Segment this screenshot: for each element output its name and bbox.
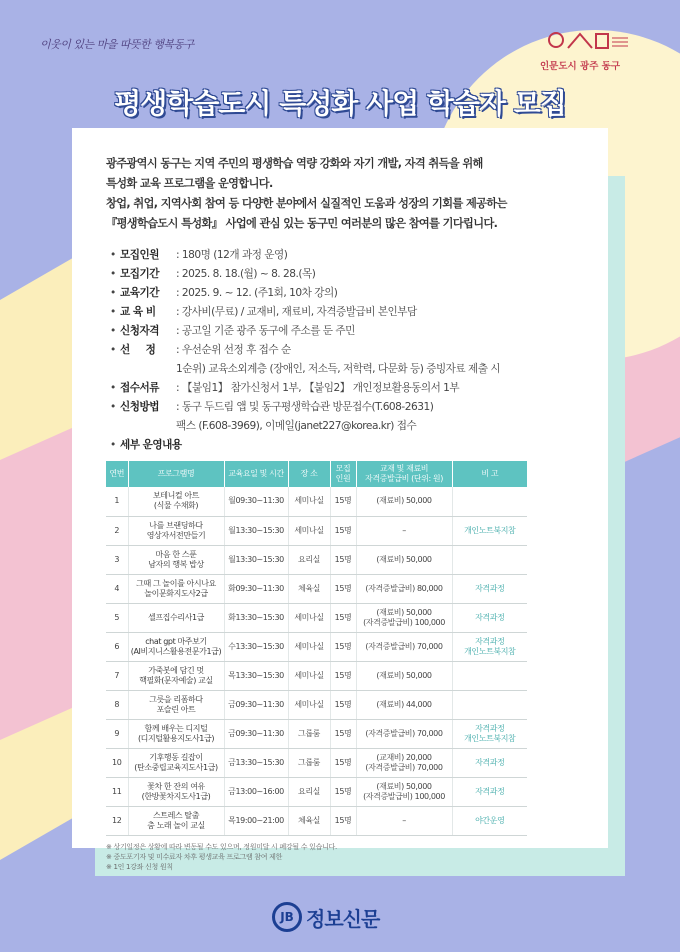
footer-name: 정보신문 [306,906,380,931]
table-row [106,574,527,603]
table-row [106,603,527,632]
cell-no: 3 [106,545,128,574]
cell-note [452,661,527,690]
cell-note: 개인노트북지참 [452,516,527,545]
footnotes [106,842,564,872]
program-table [106,461,527,836]
cell-place: 세미나실 [288,603,330,632]
info-label: 모집기간 [120,268,159,280]
info-selection [110,341,564,360]
table-row [106,661,527,690]
cell-cost: (자격증발급비) 70,000 [356,719,452,748]
cell-count: 15명 [330,574,356,603]
cell-count: 15명 [330,748,356,777]
bullet: • [110,382,116,394]
cell-time: 수13:30~15:30 [224,632,288,661]
cell-no: 4 [106,574,128,603]
detail-title: 세부 운영내용 [120,439,182,451]
cell-place: 세미나실 [288,632,330,661]
info-recruit-period [110,265,564,284]
cell-cost: (재료비) 50,000 (자격증발급비) 100,000 [356,603,452,632]
table-row [106,719,527,748]
footer-logo [272,902,379,932]
cell-cost: (자격증발급비) 70,000 [356,632,452,661]
info-value: : 우선순위 선정 후 접수 순 [176,344,291,356]
cell-place: 체육실 [288,806,330,835]
cell-place: 세미나실 [288,487,330,516]
intro-line: 특성화 교육 프로그램을 운영합니다. [106,177,273,190]
cell-cost: (재료비) 50,000 [356,661,452,690]
cell-program: 셀프집수리사1급 [128,603,224,632]
cell-time: 화13:30~15:30 [224,603,288,632]
info-list [110,246,564,455]
table-row [106,748,527,777]
col-header-place: 장 소 [288,461,330,487]
cell-no: 6 [106,632,128,661]
info-education-period [110,284,564,303]
info-label: 모집인원 [120,249,159,261]
cell-program: 가죽봇에 담긴 멋 핵필화(문자예술) 교실 [128,661,224,690]
intro-line: 광주광역시 동구는 지역 주민의 평생학습 역량 강화와 자기 개발, 자격 취득을 위해 [106,157,483,170]
cell-program: chat gpt 마주보기 (AI비지니스활용전문가1급) [128,632,224,661]
info-recruit-count [110,246,564,265]
cell-program: 나를 브랜딩하다 영상자서전만들기 [128,516,224,545]
cell-place: 그룹룸 [288,719,330,748]
cell-count: 15명 [330,777,356,806]
info-detail-heading [110,436,564,455]
cell-cost: (교재비) 20,000 (자격증발급비) 70,000 [356,748,452,777]
cell-note: 야간운영 [452,806,527,835]
intro-text [106,154,564,234]
cell-program: 기후행동 길잡이 (탄소중립교육지도사1급) [128,748,224,777]
cell-place: 세미나실 [288,516,330,545]
cell-program: 그릇을 리폼하다 포슬린 아트 [128,690,224,719]
cell-program: 보테니컬 아트 (식물 수채화) [128,487,224,516]
footnote: ※ 1인 1강좌 신청 원칙 [106,862,173,871]
col-header-time: 교육요일 및 시간 [224,461,288,487]
cell-note: 자격과정 [452,603,527,632]
info-value: : 2025. 8. 18.(월) ~ 8. 28.(목) [176,268,316,280]
cell-count: 15명 [330,661,356,690]
intro-line: 『평생학습도시 특성화』 사업에 관심 있는 동구민 여러분의 많은 참여를 기다립니다. [106,217,498,230]
info-application-method [110,398,564,417]
cell-cost: (재료비) 50,000 [356,545,452,574]
col-header-count: 모집 인원 [330,461,356,487]
footnote: ※ 중도포기자 및 미수료자 차후 평생교육 프로그램 참여 제한 [106,852,283,861]
table-header-row [106,461,527,487]
cell-time: 월13:30~15:30 [224,545,288,574]
cell-count: 15명 [330,487,356,516]
table-row [106,690,527,719]
bullet: • [110,268,116,280]
info-value: : 공고일 기준 광주 동구에 주소를 둔 주민 [176,325,355,337]
logo-text: 인문도시 광주 동구 [540,61,621,72]
cell-count: 15명 [330,603,356,632]
cell-time: 월13:30~15:30 [224,516,288,545]
col-header-program: 프로그램명 [128,461,224,487]
jb-logo-icon: JB [272,902,302,932]
cell-note: 자격과정 [452,574,527,603]
notice-paper [72,128,608,871]
info-label: 선 정 [120,344,156,356]
cell-place: 그룹룸 [288,748,330,777]
cell-time: 목19:00~21:00 [224,806,288,835]
cell-count: 15명 [330,806,356,835]
table-row [106,777,527,806]
cell-program: 마음 한 스푼 남자의 행복 밥상 [128,545,224,574]
page-title: 평생학습도시 특성화 사업 학습자 모집 [114,87,566,120]
cell-cost: (재료비) 50,000 (자격증발급비) 100,000 [356,777,452,806]
footnote: ※ 상기일정은 상황에 따라 변동될 수도 있으며, 정원미달 시 폐강될 수 있습니다. [106,842,337,851]
cell-no: 11 [106,777,128,806]
cell-place: 요리실 [288,777,330,806]
info-label: 교육기간 [120,287,159,299]
bullet: • [110,401,116,413]
cell-note: 자격과정 개인노트북지참 [452,632,527,661]
cell-cost: – [356,806,452,835]
cell-program: 그때 그 놀이를 아시나요 놀이문화지도사2급 [128,574,224,603]
cell-note [452,487,527,516]
bullet: • [110,439,116,451]
slogan: 이웃이 있는 마을 따뜻한 행복동구 [40,38,194,51]
intro-line: 창업, 취업, 지역사회 참여 등 다양한 분야에서 실질적인 도움과 성장의 기회를 제공하는 [106,197,507,210]
info-tuition [110,303,564,322]
info-value: : 동구 두드림 앱 및 동구평생학습관 방문접수(T.608-2631) [176,401,434,413]
cell-no: 12 [106,806,128,835]
cell-cost: (재료비) 50,000 [356,487,452,516]
bullet: • [110,325,116,337]
cell-program: 함께 배우는 디지털 (디지털활용지도사1급) [128,719,224,748]
table-body [106,487,527,835]
info-label: 접수서류 [120,382,159,394]
info-value: : 180명 (12개 과정 운영) [176,249,288,261]
cell-cost: (재료비) 44,000 [356,690,452,719]
info-value: : 강사비(무료) / 교재비, 재료비, 자격증발급비 본인부담 [176,306,417,318]
info-value: : 【붙임1】 참가신청서 1부, 【붙임2】 개인정보활용동의서 1부 [176,382,460,394]
info-label: 신청자격 [120,325,159,337]
cell-count: 15명 [330,545,356,574]
cell-time: 금09:30~11:30 [224,719,288,748]
col-header-cost: 교재 및 재료비 자격증발급비 (단위: 원) [356,461,452,487]
cell-note [452,545,527,574]
cell-time: 금09:30~11:30 [224,690,288,719]
cell-no: 5 [106,603,128,632]
col-header-no: 연번 [106,461,128,487]
cell-note: 자격과정 [452,777,527,806]
cell-no: 8 [106,690,128,719]
cell-count: 15명 [330,516,356,545]
cell-no: 10 [106,748,128,777]
col-header-note: 비 고 [452,461,527,487]
table-row [106,516,527,545]
cell-count: 15명 [330,632,356,661]
bullet: • [110,249,116,261]
cell-no: 7 [106,661,128,690]
cell-cost: – [356,516,452,545]
info-documents [110,379,564,398]
cell-time: 월09:30~11:30 [224,487,288,516]
cell-time: 금13:30~15:30 [224,748,288,777]
info-label: 교 육 비 [120,306,156,318]
cell-note: 자격과정 개인노트북지참 [452,719,527,748]
cell-program: 꽃차 한 잔의 여유 (한방꽃차지도사1급) [128,777,224,806]
table-row [106,806,527,835]
cell-no: 9 [106,719,128,748]
cell-note [452,690,527,719]
info-selection-continued: 1순위) 교육소외계층 (장애인, 저소득, 저학력, 다문화 등) 증빙자료 제출 시 [176,363,501,375]
cell-place: 세미나실 [288,690,330,719]
humanities-city-logo-icon [546,28,630,54]
info-label: 신청방법 [120,401,159,413]
info-value: : 2025. 9. ~ 12. (주1회, 10차 강의) [176,287,338,299]
bullet: • [110,344,116,356]
cell-note: 자격과정 [452,748,527,777]
table-row [106,487,527,516]
info-eligibility [110,322,564,341]
cell-place: 체육실 [288,574,330,603]
table-row [106,632,527,661]
cell-time: 금13:00~16:00 [224,777,288,806]
cell-count: 15명 [330,690,356,719]
bullet: • [110,306,116,318]
cell-time: 화09:30~11:30 [224,574,288,603]
cell-program: 스트레스 탈출 춤 노래 놀이 교실 [128,806,224,835]
cell-place: 요리실 [288,545,330,574]
cell-cost: (자격증발급비) 80,000 [356,574,452,603]
table-row [106,545,527,574]
cell-place: 세미나실 [288,661,330,690]
cell-count: 15명 [330,719,356,748]
info-application-method-continued: 팩스 (F.608-3969), 이메일(janet227@korea.kr) 접수 [176,420,417,432]
bullet: • [110,287,116,299]
cell-no: 2 [106,516,128,545]
cell-time: 목13:30~15:30 [224,661,288,690]
cell-no: 1 [106,487,128,516]
